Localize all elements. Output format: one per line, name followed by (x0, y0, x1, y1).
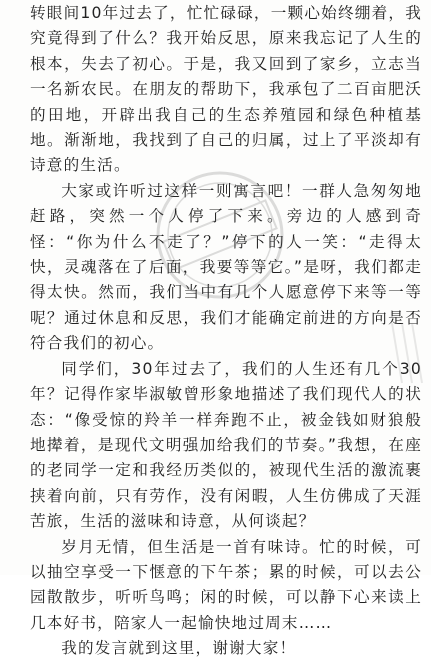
paragraph-5: 我的发言就到这里，谢谢大家！ (61, 639, 297, 658)
margin-mark-icon (387, 318, 427, 388)
paragraph-4: 岁月无情，但生活是一首有味诗。忙的时候，可以抽空享受一下惬意的下午茶；累的时候，可以去公园散散步，听听鸟鸣；闲的时候，可以静下心来读上几本好书，陪家人一起愉快地过周末…… (30, 537, 422, 632)
paragraph-1: 转眼间10年过去了，忙忙碌碌，一颗心始终绷着，我究竟得到了什么？我开始反思，原来我忘记了人生的根本，失去了初心。于是，我又回到了家乡，立志当一名新农民。在朋友的帮助下，我承包了二百亩肥沃的田地，开辟出我自己的生态养殖园和绿色种植基地。渐渐地，我找到了自己的归属，过上了平淡却有诗意的生活。 (30, 4, 422, 175)
paragraph-2: 大家或许听过这样一则寓言吧！一群人急匆匆地赶路，突然一个人停了下来。旁边的人感到奇怪：“你为什么不走了？”停下的人一笑：“走得太快，灵魂落在了后面，我要等等它。”是呀，我们都走得太快。然而，我们当中有几个人愿意停下来等一等呢？通过休息和反思，我们才能确定前进的方向是否符合我们的初心。 (30, 181, 422, 353)
paragraph-3: 同学们，30年过去了，我们的人生还有几个30年？记得作家毕淑敏曾形象地描述了我们现代人的状态：“像受惊的羚羊一样奔跑不止，被金钱如财狼般地撵着，是现代文明强加给我们的节奏。”我想，在座的老同学一定和我经历类似的，被现代生活的激流裹挟着向前，只有劳作，没有闲暇，人生仿佛成了天涯苦旅，生活的滋味和诗意，从何谈起？ (30, 359, 422, 531)
